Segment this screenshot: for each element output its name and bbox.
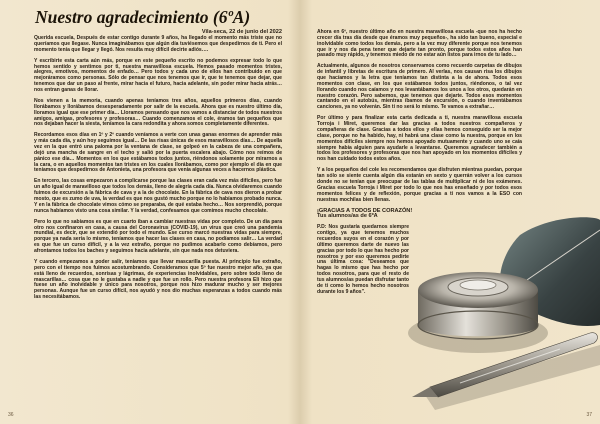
article-title: Nuestro agradecimiento (6ºA) [35, 7, 251, 27]
paragraph: Por último y para finalizar esta carta dedicada a ti, nuestra maravillosa escuela Torroja i Miret, queremos dar las gracias a todos nuestros compañeros y compañeras de clase. Gracias a todos ellos y ellas hemos conseguido ser la mejor clase, porque no ha habido, hay, ni habrá una clase como la nuestra, porque en los momentos difíciles siempre nos hemos apoyado mutuamente y cuando uno se caía siempre había alguien para ayudarle a levantarse. Queremos agradecer también a todos los profesores y profesoras que nos han apoyado en los momentos difíciles y nos han cuidado todos estos años. [317, 115, 522, 163]
paragraph: En tercero, las cosas empezaron a complicarse porque las clases eran cada vez más difíciles, pero fue un año igual de maravilloso que todos los demás, lleno de alegría cada día. Nunca olvidaremos cuando fuimos de excursión a la fábrica de cava y a la de chocolate. En la fábrica de cava nos dieron a probar mosto, que es zumo de uva, la verdad es que nos gustó mucho porque no lo habíamos probado nunca. Y en la fábrica de chocolate vimos cómo se preparaba, de qué estaba hecho… Nos sorprendió, porque nunca habíamos visto una cosa similar. Y la verdad, confesamos que comimos mucho chocolate. [34, 178, 282, 214]
paragraph: Ahora en 6º, nuestro último año en nuestra maravillosa escuela -que nos ha hecho crecer día tras día desde que éramos muy pequeños-, ha sido tan bueno, especial e inolvidable como todos los demás, pero a la vez muy diferente porque nos tenemos que ir y nos da pena tener que dejarte tan pronto, porque todos estos años han pasado muy rápido, y tenemos miedo de no estar aún listos para irnos de tu lado… [317, 29, 522, 59]
paragraph: Recordamos esos días en 1º y 2º cuando veníamos a verte con unas ganas enormes de aprender más y más cada día, y aún hoy seguimos igual… De las risas únicas de esos maravillosos días… De aquella vez en la que entró una paloma por la ventana de clase, se golpeó en la cabeza de una compañera, dejó una mancha de sangre en el techo y salió por la puerta escalera abajo. Cómo nos reímos de pánico ese día… Momentos en los que estábamos todos juntos, riéndonos solamente por mirarnos a la cara, o en aquellos momentos tan tristes en los cuales llorábamos, como por ejemplo el día en que teníamos que despedirnos de Antonieta, una profesora que venía algunas veces a hacernos plástica. [34, 132, 282, 174]
closing-thanks [317, 209, 522, 221]
paragraph: Actualmente, algunos de nosotros conservamos como recuerdo carpetas de dibujos de infantil y libretas de escritura de primero. Al verlas, nos causan risa los dibujos que hacíamos y la letra que teníamos tan distinta a la de ahora. Todos esos momentos con clase, en los que estábamos todos juntos, riéndonos, o tal vez llorando cuando nos caíamos y nos levantábamos los unos a los otros, quedarán en nuestro corazón. Pero sabemos, que tenemos que dejarte. Todos esos momentos cantando en el autobús, mientras íbamos de excursión, o cuando inventábamos canciones, ya no volverán. Sin ti no será lo mismo. Te vamos a extrañar… [317, 63, 522, 111]
paragraph: Y a los pequeños del cole les recomendamos que disfruten mientras puedan, porque tan sólo se siente cuenta algún día estarán en sexto y querrán volver a los cursos donde no se tenían que preocupar de las tablas de multiplicar ni de los exámenes. Gracias escuela Torroja i Miret por todo lo que nos has enseñado y por todos esos momentos felices y de reflexión, porque gracias a ti nos vamos a la ESO con nuestras mochilas bien llenas. [317, 167, 522, 203]
paragraph: Querida escuela, Después de estar contigo durante 9 años, ha llegado el momento más triste que no queríamos que llegase. Nunca imaginábamos que algún día tuviésemos que despedirnos de ti. Pero el momento tenía que llegar y llegó. Nos resulta muy difícil decirte adiós…. [34, 35, 282, 53]
right-column [317, 30, 522, 301]
paragraph: Pero lo que no sabíamos es que en cuarto iban a cambiar nuestras vidas por completo. De un día para otro nos confinaron en casa, a causa del Coronavirus (COVID-19), un virus que creó una pandemia mundial, es decir, que se extendió por todo el mundo. Ese curso marcó nuestras vidas para siempre, porque ya nada sería lo mismo, teníamos que hacer las clases en casa, no podíamos salir… La verdad es que fue un curso difícil, y a la vez extraño, porque no pudimos acabarlo como debíamos, pero afrontamos todos los baches y seguimos hacia adelante, sin que nada nos detuviera. [34, 218, 282, 254]
paragraph: Nos vienen a la memoria, cuando apenas teníamos tres años, aquellos primeros días, cuando llorábamos y llorábamos desesperadamente por salir de la escuela. Ahora que es nuestro último día, lloramos igual que ese primer día… Lloramos pensando que nos vamos a distanciar de todos nuestros amigos, amigas, profesores y profesoras… Cuando comenzamos el cole, éramos tan pequeños que nos dejaban hacer la siesta, teníamos la cara redondita y ahora somos completamente diferentes. [34, 97, 282, 128]
page-number-right: 37 [586, 412, 592, 418]
closing-title: ¡GRACIAS A TODOS DE CORAZÓN! [317, 207, 413, 214]
paragraph: Y escribirte esta carta aún más, porque en este pequeño escrito no podemos expresar todo lo que hemos sentido y sentimos por ti, nuestra maravillosa escuela. Hemos pasado momentos tristes, alegres, emotivos, momentos de enfado… Pero todos y cada uno de ellos han contribuido en que mejoráramos como personas. Sólo de pensar que nos tenemos que ir, que te tenemos que dejar, que tenemos que dar un paso al frente, mirar hacia el futuro, hacia adelante, sin poder mirar hacia atrás… nos entran ganas de llorar. [34, 57, 282, 93]
right-page [300, 0, 600, 424]
signature: Tus alumnos/as de 6ºA [317, 213, 378, 220]
postscript: P.D: Nos gustaría quedarnos siempre contigo, ya que tenemos muchos recuerdos suyos en el corazón y por último queremos darte de nuevo las gracias por todo lo que has hecho por nosotros y por eso queremos pedirte una última cosa: "Deseamos que hagas lo mismo que has hecho por todos nosotros, para que el resto de tus alumnos/as puedan disfrutar tanto de ti como lo hemos hecho nosotros durante los 9 años". [317, 224, 409, 295]
paragraph: Y cuando empezamos a poder salir, teníamos que llevar mascarilla puesta. Al principio fue extraño, pero con el tiempo nos fuimos acostumbrando. Consideramos que 5º fue nuestro mejor año, ya que está lleno de recuerdos, sonrisas y lágrimas, de experiencias inolvidables, pero sobre todo lleno de mascarillas… cosa que no le gustaba a nadie y que fue un rollo. Pero nuestra profesora Eli hizo que fuese un año inolvidable y único para nosotros, porque nos hizo madurar mucho y ser mejores personas. Aunque fue un curso difícil, nos ayudó y nos dio muchas esperanzas a todos cuando más las necesitábamos. [34, 258, 282, 301]
place-date: Vila-seca, 22 de junio del 2022 [201, 29, 282, 35]
page-number-left: 36 [8, 412, 14, 418]
left-column [34, 36, 282, 306]
